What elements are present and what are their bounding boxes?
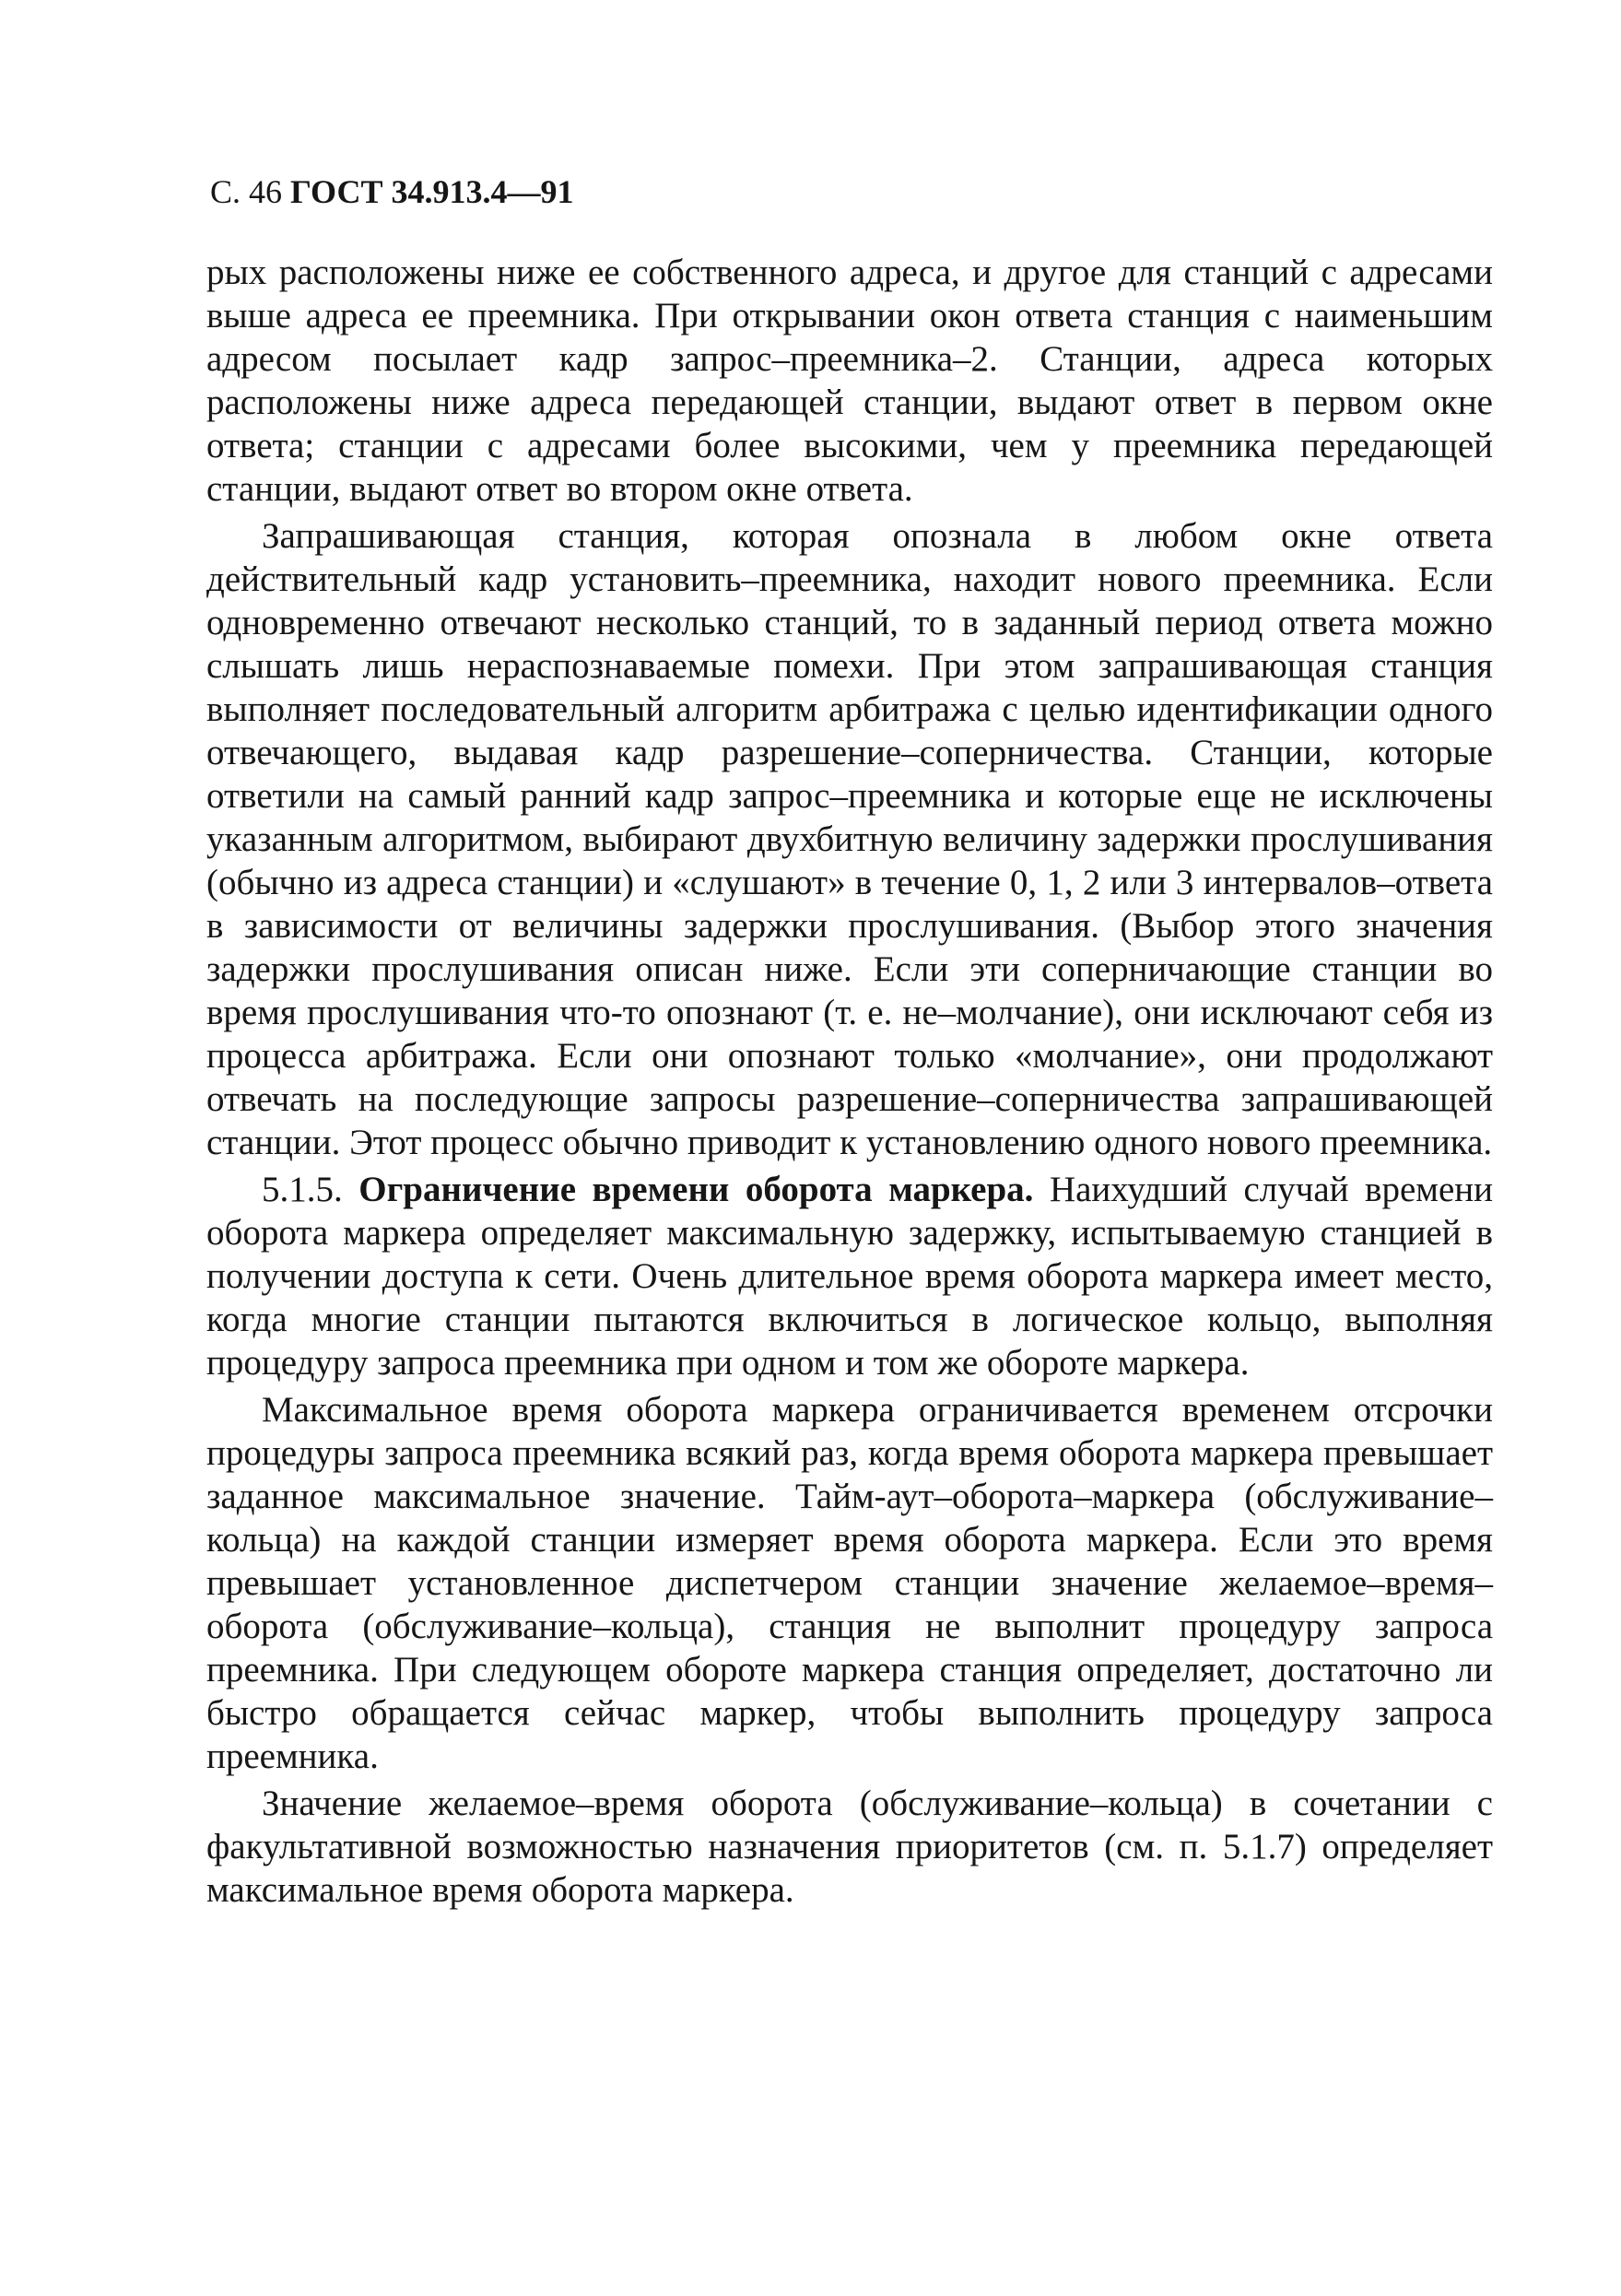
- section-number: 5.1.5.: [262, 1170, 343, 1209]
- paragraph-continuation: рых расположены ниже ее собственного адреса, и другое для станций с адресами выше адреса ее преемника. При открывании окон ответа станция с наименьшим адресом посылает кадр запрос–преемника–2. Станции, адреса которых расположены ниже адреса передающей станции, выдают ответ в первом окне ответа; станции с адресами более высокими, чем у преемника передающей станции, выдают ответ во втором окне ответа.: [206, 253, 1493, 509]
- section-5-1-5: [206, 1168, 1493, 1384]
- section-text: Наихудший случай времени оборота маркера определяет максимальную задержку, испытываемую станцией в получении доступа к сети. Очень длительное время оборота маркера имеет место, когда многие станции пытаются включиться в логическое кольцо, выполняя процедуру запроса преемника при одном и том же обороте маркера.: [206, 1170, 1494, 1383]
- page-number: С. 46: [210, 173, 283, 210]
- page-header: [210, 173, 573, 210]
- paragraph-desired-rotation-time: Значение желаемое–время оборота (обслуживание–кольца) в сочетании с факультативной возможностью назначения приоритетов (см. п. 5.1.7) определяет максимальное время оборота маркера.: [206, 1784, 1493, 1910]
- document-body: [206, 251, 1493, 1915]
- paragraph-arbitration: Запрашивающая станция, которая опознала в любом окне ответа действительный кадр установить–преемника, находит нового преемника. Если одновременно отвечают несколько станций, то в заданный период ответа можно слышать лишь нераспознаваемые помехи. При этом запрашивающая станция выполняет последовательный алгоритм арбитража с целью идентификации одного отвечающего, выдавая кадр разрешение–соперничества. Станции, которые ответили на самый ранний кадр запрос–преемника и которые еще не исключены указанным алгоритмом, выбирают двухбитную величину задержки прослушивания (обычно из адреса станции) и «слушают» в течение 0, 1, 2 или 3 интервалов–ответа в зависимости от величины задержки прослушивания. (Выбор этого значения задержки прослушивания описан ниже. Если эти соперничающие станции во время прослушивания что-то опознают (т. е. не–молчание), они исключают себя из процесса арбитража. Если они опознают только «молчание», они продолжают отвечать на последующие запросы разрешение–соперничества запрашивающей станции. Этот процесс обычно приводит к установлению одного нового преемника.: [206, 516, 1493, 1162]
- standard-designation: ГОСТ 34.913.4—91: [290, 173, 574, 210]
- paragraph-max-rotation-time: Максимальное время оборота маркера ограничивается временем отсрочки процедуры запроса преемника всякий раз, когда время оборота маркера превышает заданное максимальное значение. Тайм-аут–оборота–маркера (обслуживание–кольца) на каждой станции измеряет время оборота маркера. Если это время превышает установленное диспетчером станции значение желаемое–время–оборота (обслуживание–кольца), станция не выполнит процедуру запроса преемника. При следующем обороте маркера станция определяет, достаточно ли быстро обращается сейчас маркер, чтобы выполнить процедуру запроса преемника.: [206, 1390, 1493, 1776]
- section-title: Ограничение времени оборота маркера.: [358, 1170, 1034, 1209]
